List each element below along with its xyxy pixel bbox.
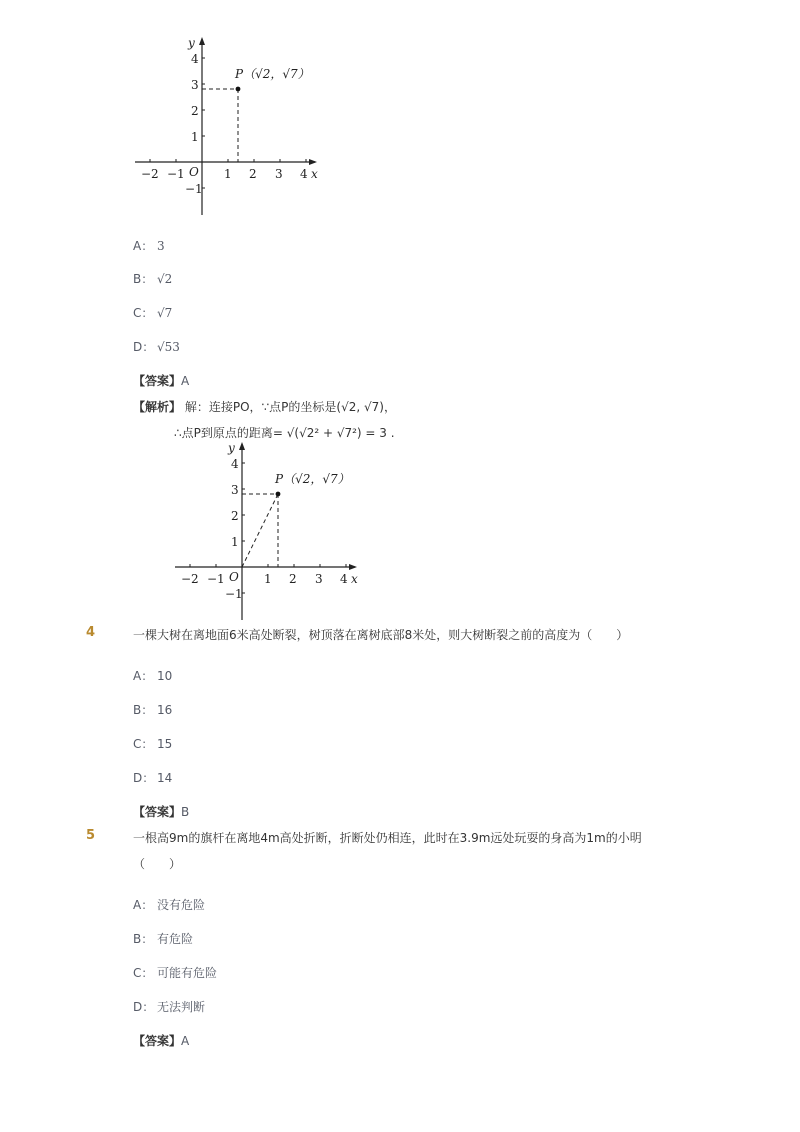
option-b[interactable] [133, 701, 172, 718]
option-value: 3 [157, 239, 165, 253]
option-c[interactable] [133, 735, 172, 752]
x-tick-label: −2 [141, 167, 159, 181]
option-value: √7 [157, 306, 173, 320]
option-label: B： [133, 703, 154, 717]
option-value: 无法判断 [157, 1000, 206, 1014]
answer-value: A [181, 374, 190, 388]
point-label: P（√2，√7） [275, 472, 350, 486]
solution-line-1 [133, 398, 396, 415]
y-tick-label: 1 [231, 535, 239, 549]
option-value: 15 [157, 737, 173, 751]
origin-label: O [189, 165, 199, 179]
y-tick-label: 2 [191, 104, 199, 118]
point-p [276, 492, 281, 497]
y-tick-label: −1 [185, 182, 203, 196]
origin-label: O [229, 570, 239, 584]
x-tick-label: −1 [167, 167, 185, 181]
y-axis-label: y [228, 441, 235, 455]
x-tick-label: 3 [275, 167, 283, 181]
option-label: A： [133, 239, 154, 253]
option-d[interactable] [133, 998, 205, 1015]
option-value: 10 [157, 669, 173, 683]
question-text: 一棵大树在离地面6米高处断裂，树顶落在离树底部8米处，则大树断裂之前的高度为（ ） [133, 628, 629, 642]
coordinate-graph-1 [125, 32, 325, 222]
coordinate-graph-2 [165, 437, 365, 627]
option-value: 有危险 [157, 932, 194, 946]
answer-tag: 【答案】 [133, 805, 182, 819]
option-value: √2 [157, 272, 173, 286]
answer-value: A [181, 1034, 190, 1048]
question-number: 4 [86, 625, 96, 640]
option-label: C： [133, 966, 154, 980]
option-label: D： [133, 771, 155, 785]
option-b[interactable] [133, 270, 172, 287]
answer-q3 [133, 372, 189, 389]
option-value: √53 [157, 340, 180, 354]
solution-tag: 【解析】 [133, 400, 182, 414]
option-a[interactable] [133, 896, 205, 913]
option-value: 没有危险 [157, 898, 206, 912]
x-tick-label: −2 [181, 572, 199, 586]
y-tick-label: 3 [191, 78, 199, 92]
x-tick-label: 2 [289, 572, 297, 586]
x-axis-label: x [351, 572, 358, 586]
x-tick-label: 1 [224, 167, 232, 181]
option-c[interactable] [133, 964, 217, 981]
answer-tag: 【答案】 [133, 1034, 182, 1048]
y-tick-label: 3 [231, 483, 239, 497]
option-b[interactable] [133, 930, 193, 947]
answer-q4 [133, 803, 189, 820]
option-d[interactable] [133, 769, 172, 786]
x-tick-label: 3 [315, 572, 323, 586]
question-text-cont: （ ） [133, 857, 182, 871]
question-text: 一根高9m的旗杆在离地4m高处折断，折断处仍相连，此时在3.9m远处玩耍的身高为1m的小明 [133, 831, 642, 845]
option-value: 可能有危险 [157, 966, 218, 980]
option-label: D： [133, 1000, 155, 1014]
option-label: C： [133, 306, 154, 320]
point-p [236, 87, 241, 92]
answer-value: B [181, 805, 190, 819]
option-label: A： [133, 669, 154, 683]
x-tick-label: 1 [264, 572, 272, 586]
y-axis-label: y [188, 36, 195, 50]
option-label: C： [133, 737, 154, 751]
option-a[interactable] [133, 667, 172, 684]
solution-text: 解：连接PO，∵点P的坐标是(√2, √7)， [184, 400, 396, 414]
answer-tag: 【答案】 [133, 374, 182, 388]
x-axis-label: x [311, 167, 318, 181]
option-d[interactable] [133, 338, 180, 355]
answer-q5 [133, 1032, 189, 1049]
option-label: D： [133, 340, 155, 354]
option-label: A： [133, 898, 154, 912]
y-tick-label: 2 [231, 509, 239, 523]
y-tick-label: 4 [191, 52, 199, 66]
solution-text: ∴点P到原点的距离= √(√2² + √7²) = 3 . [174, 426, 395, 440]
x-tick-label: 4 [300, 167, 308, 181]
option-value: 14 [157, 771, 173, 785]
y-tick-label: 4 [231, 457, 239, 471]
option-a[interactable] [133, 237, 165, 254]
option-c[interactable] [133, 304, 172, 321]
x-tick-label: 2 [249, 167, 257, 181]
point-label: P（√2，√7） [235, 67, 310, 81]
x-tick-label: 4 [340, 572, 348, 586]
y-tick-label: −1 [225, 587, 243, 601]
option-label: B： [133, 272, 154, 286]
option-value: 16 [157, 703, 173, 717]
question-number: 5 [86, 828, 96, 843]
x-tick-label: −1 [207, 572, 225, 586]
option-label: B： [133, 932, 154, 946]
y-tick-label: 1 [191, 130, 199, 144]
